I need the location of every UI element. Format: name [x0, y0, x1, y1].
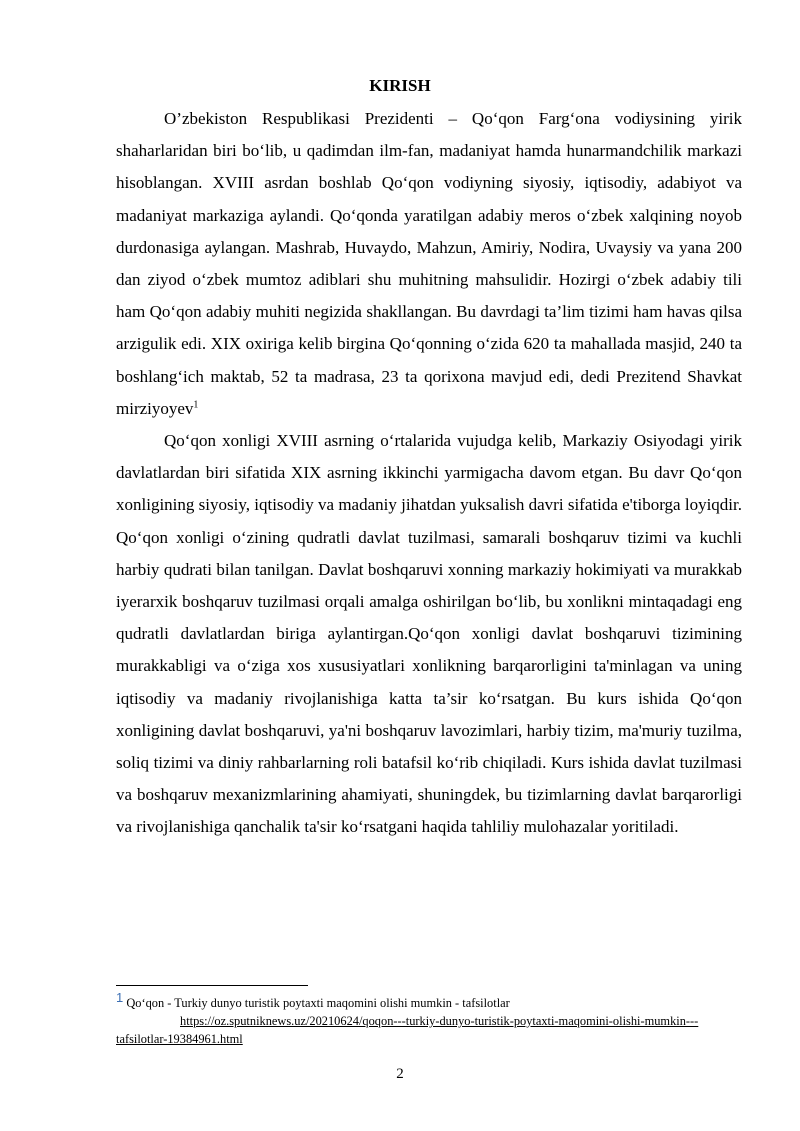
- body-text: [116, 103, 742, 844]
- paragraph-1: [116, 103, 742, 425]
- footnote-link[interactable]: https://oz.sputniknews.uz/20210624/qoqon---turkiy-dunyo-turistik-poytaxti-maqomini-olishi-mumkin---tafsilotlar-19384961.html: [116, 1014, 699, 1046]
- page-number: 2: [396, 1066, 404, 1082]
- footnote: [116, 989, 746, 1048]
- footnote-reference[interactable]: 1: [193, 399, 199, 411]
- footnote-mark: 1: [116, 989, 124, 1005]
- footnote-text: Qo‘qon - Turkiy dunyo turistik poytaxti maqomini olishi mumkin - tafsilotlar: [126, 996, 510, 1010]
- section-heading: KIRISH: [369, 76, 431, 95]
- paragraph-2: Qo‘qon xonligi XVIII asrning o‘rtalarida vujudga kelib, Markaziy Osiyodagi yirik davlatlardan biri sifatida XIX asrning ikkinchi yarmigacha davom etgan. Bu davr Qo‘qon xonligining siyosiy, iqtisodiy va madaniy jihatdan yuksalish davri sifatida e'tiborga loyiqdir. Qo‘qon xonligi o‘zining qudratli davlat tuzilmasi, samarali boshqaruv tizimi va kuchli harbiy qudrati bilan tanilgan. Davlat boshqaruvi xonning markaziy hokimiyati va murakkab iyerarxik boshqaruv tuzilmasi orqali amalga oshirilgan bo‘lib, bu xonlikni mintaqadagi eng qudratli davlatlardan biriga aylantirgan.Qo‘qon xonligi davlat boshqaruvi tizimining murakkabligi va o‘ziga xos xususiyatlari xonlikning barqarorligini ta'minlagan va uning iqtisodiy va madaniy rivojlanishiga katta ta’sir ko‘rsatgan. Bu kurs ishida Qo‘qon xonligining davlat boshqaruvi, ya'ni boshqaruv lavozimlari, harbiy tizim, ma'muriy tuzilma, soliq tizimi va diniy rahbarlarning roli batafsil ko‘rib chiqiladi. Kurs ishida davlat tuzilmasi va boshqaruv mexanizmlarining ahamiyati, shuningdek, bu tizimlarning davlat barqarorligi va rivojlanishiga qanchalik ta'sir ko‘rsatgani haqida tahliliy mulohazalar yoritiladi.: [116, 431, 742, 837]
- footnote-separator: [116, 985, 308, 986]
- paragraph-1-text: O’zbekiston Respublikasi Prezidenti – Qo‘qon Farg‘ona vodiysining yirik shaharlaridan biri bo‘lib, u qadimdan ilm-fan, madaniyat hamda hunarmandchilik markazi hisoblangan. XVIII asrdan boshlab Qo‘qon vodiyning siyosiy, iqtisodiy, adabiyot va madaniyat markaziga aylandi. Qo‘qonda yaratilgan adabiy meros o‘zbek xalqining noyob durdonasiga aylangan. Mashrab, Huvaydo, Mahzun, Amiriy, Nodira, Uvaysiy va yana 200 dan ziyod o‘zbek mumtoz adiblari shu muhitning mahsulidir. Hozirgi o‘zbek adabiy tili ham Qo‘qon adabiy muhiti negizida shakllangan. Bu davrdagi ta’lim tizimi ham havas qilsa arzigulik edi. XIX oxiriga kelib birgina Qo‘qonning o‘zida 620 ta mahallada masjid, 240 ta boshlang‘ich maktab, 52 ta madrasa, 23 ta qorixona mavjud edi, dedi Prezitend Shavkat mirziyoyev: [116, 109, 742, 418]
